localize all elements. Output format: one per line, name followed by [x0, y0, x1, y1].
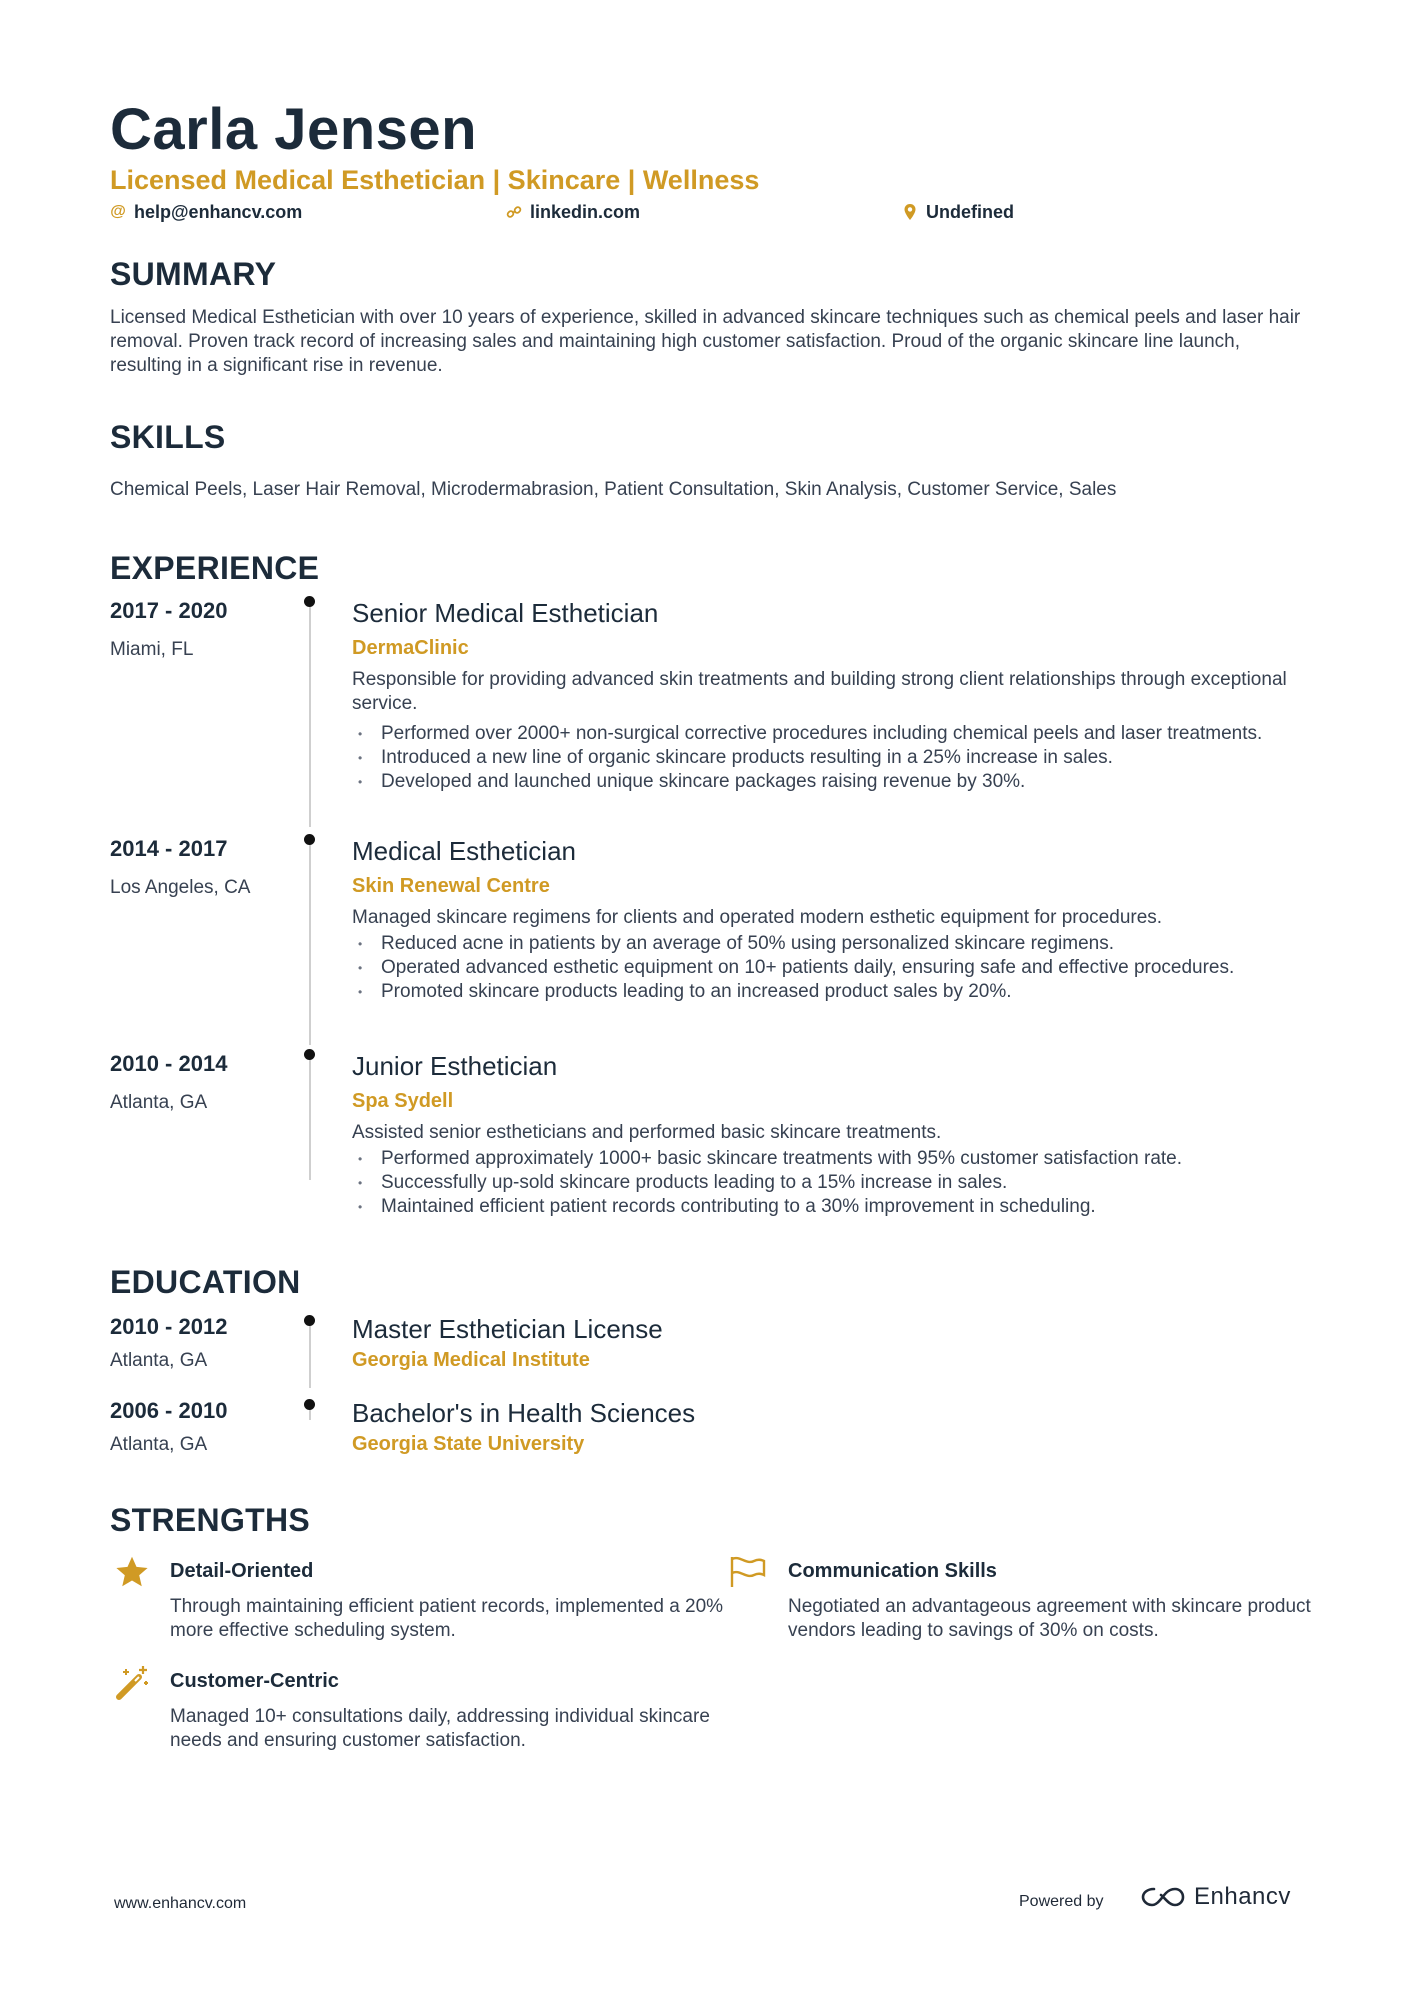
education-degree: Bachelor's in Health Sciences	[352, 1398, 696, 1428]
education-dates: 2006 - 2010	[110, 1398, 228, 1423]
list-item: • Performed over 2000+ non-surgical corrective procedures including chemical peels and laser treatments.	[352, 722, 1312, 746]
skills-text: Chemical Peels, Laser Hair Removal, Microdermabrasion, Patient Consultation, Skin Analysis, Customer Service, Sales	[110, 479, 1117, 500]
experience-location: Los Angeles, CA	[110, 877, 251, 898]
at-icon: @	[110, 203, 126, 220]
education-heading: EDUCATION	[110, 1264, 301, 1300]
contact-linkedin[interactable]	[506, 200, 640, 224]
education-degree: Master Esthetician License	[352, 1314, 663, 1344]
flag-icon	[728, 1552, 768, 1592]
list-item: • Introduced a new line of organic skincare products resulting in a 25% increase in sales.	[352, 746, 1312, 770]
star-icon	[112, 1552, 152, 1592]
timeline-line	[309, 839, 311, 1045]
experience-company: Skin Renewal Centre	[352, 875, 550, 897]
experience-location: Miami, FL	[110, 639, 194, 660]
contact-location	[902, 200, 1014, 224]
contact-email[interactable]	[110, 200, 302, 224]
experience-location: Atlanta, GA	[110, 1092, 208, 1113]
list-item: • Successfully up-sold skincare products leading to a 15% increase in sales.	[352, 1171, 1312, 1195]
education-dates: 2010 - 2012	[110, 1314, 228, 1339]
location-pin-icon	[902, 203, 918, 221]
summary-heading: SUMMARY	[110, 256, 277, 292]
brand-name: Enhancv	[1194, 1883, 1291, 1910]
list-item: • Developed and launched unique skincare packages raising revenue by 30%.	[352, 770, 1312, 794]
strength-description: Through maintaining efficient patient records, implemented a 20% more effective scheduling system.	[170, 1596, 724, 1641]
experience-heading: EXPERIENCE	[110, 550, 320, 586]
timeline-dot	[304, 834, 315, 845]
strength-title: Communication Skills	[788, 1560, 997, 1582]
education-location: Atlanta, GA	[110, 1434, 208, 1455]
strength-description: Managed 10+ consultations daily, addressing individual skincare needs and ensuring customer satisfaction.	[170, 1706, 710, 1751]
timeline-line	[309, 1054, 311, 1180]
experience-bullets	[352, 932, 1312, 1004]
timeline-dot	[304, 1315, 315, 1326]
location-text: Undefined	[926, 202, 1014, 222]
education-location: Atlanta, GA	[110, 1350, 208, 1371]
experience-company: Spa Sydell	[352, 1090, 454, 1112]
footer-url[interactable]: www.enhancv.com	[114, 1895, 247, 1912]
list-item: • Operated advanced esthetic equipment on 10+ patients daily, ensuring safe and effective procedures.	[352, 956, 1312, 980]
education-school: Georgia Medical Institute	[352, 1349, 590, 1371]
experience-dates: 2014 - 2017	[110, 836, 228, 861]
candidate-name: Carla Jensen	[110, 97, 478, 162]
strength-title: Detail-Oriented	[170, 1560, 314, 1582]
timeline-dot	[304, 1049, 315, 1060]
experience-bullets	[352, 1147, 1312, 1219]
experience-description: Assisted senior estheticians and performed basic skincare treatments.	[352, 1122, 942, 1143]
skills-heading: SKILLS	[110, 419, 226, 455]
powered-by-label: Powered by	[1019, 1893, 1104, 1910]
linkedin-text: linkedin.com	[530, 202, 641, 222]
strength-title: Customer-Centric	[170, 1670, 339, 1692]
experience-dates: 2010 - 2014	[110, 1051, 228, 1076]
list-item: • Reduced acne in patients by an average of 50% using personalized skincare regimens.	[352, 932, 1312, 956]
experience-role: Junior Esthetician	[352, 1051, 558, 1081]
experience-company: DermaClinic	[352, 637, 469, 659]
magic-wand-icon	[112, 1662, 152, 1702]
strengths-heading: STRENGTHS	[110, 1502, 311, 1538]
experience-description: Responsible for providing advanced skin treatments and building strong client relationships through exceptional service.	[352, 669, 1287, 714]
experience-role: Senior Medical Esthetician	[352, 598, 659, 628]
experience-dates: 2017 - 2020	[110, 598, 228, 623]
enhancv-logo-icon	[1140, 1885, 1186, 1909]
strength-description: Negotiated an advantageous agreement with skincare product vendors leading to savings of 30% on costs.	[788, 1596, 1311, 1641]
education-school: Georgia State University	[352, 1433, 585, 1455]
enhancv-logo[interactable]	[1140, 1883, 1291, 1911]
timeline-dot	[304, 596, 315, 607]
timeline-line	[309, 601, 311, 827]
timeline-dot	[304, 1399, 315, 1410]
list-item: • Performed approximately 1000+ basic skincare treatments with 95% customer satisfaction rate.	[352, 1147, 1312, 1171]
email-text: help@enhancv.com	[134, 202, 303, 222]
list-item: • Maintained efficient patient records contributing to a 30% improvement in scheduling.	[352, 1195, 1312, 1219]
experience-description: Managed skincare regimens for clients and operated modern esthetic equipment for procedures.	[352, 907, 1163, 928]
candidate-title: Licensed Medical Esthetician | Skincare | Wellness	[110, 165, 760, 195]
link-icon	[506, 204, 522, 220]
experience-bullets	[352, 722, 1312, 794]
timeline-line	[309, 1320, 311, 1388]
summary-text: Licensed Medical Esthetician with over 10 years of experience, skilled in advanced skincare techniques such as chemical peels and laser hair removal. Proven track record of increasing sales and maintaining high customer satisfaction. Proud of the organic skincare line launch, resulting in a significant rise in revenue.	[110, 307, 1301, 376]
experience-role: Medical Esthetician	[352, 836, 576, 866]
list-item: • Promoted skincare products leading to an increased product sales by 20%.	[352, 980, 1312, 1004]
